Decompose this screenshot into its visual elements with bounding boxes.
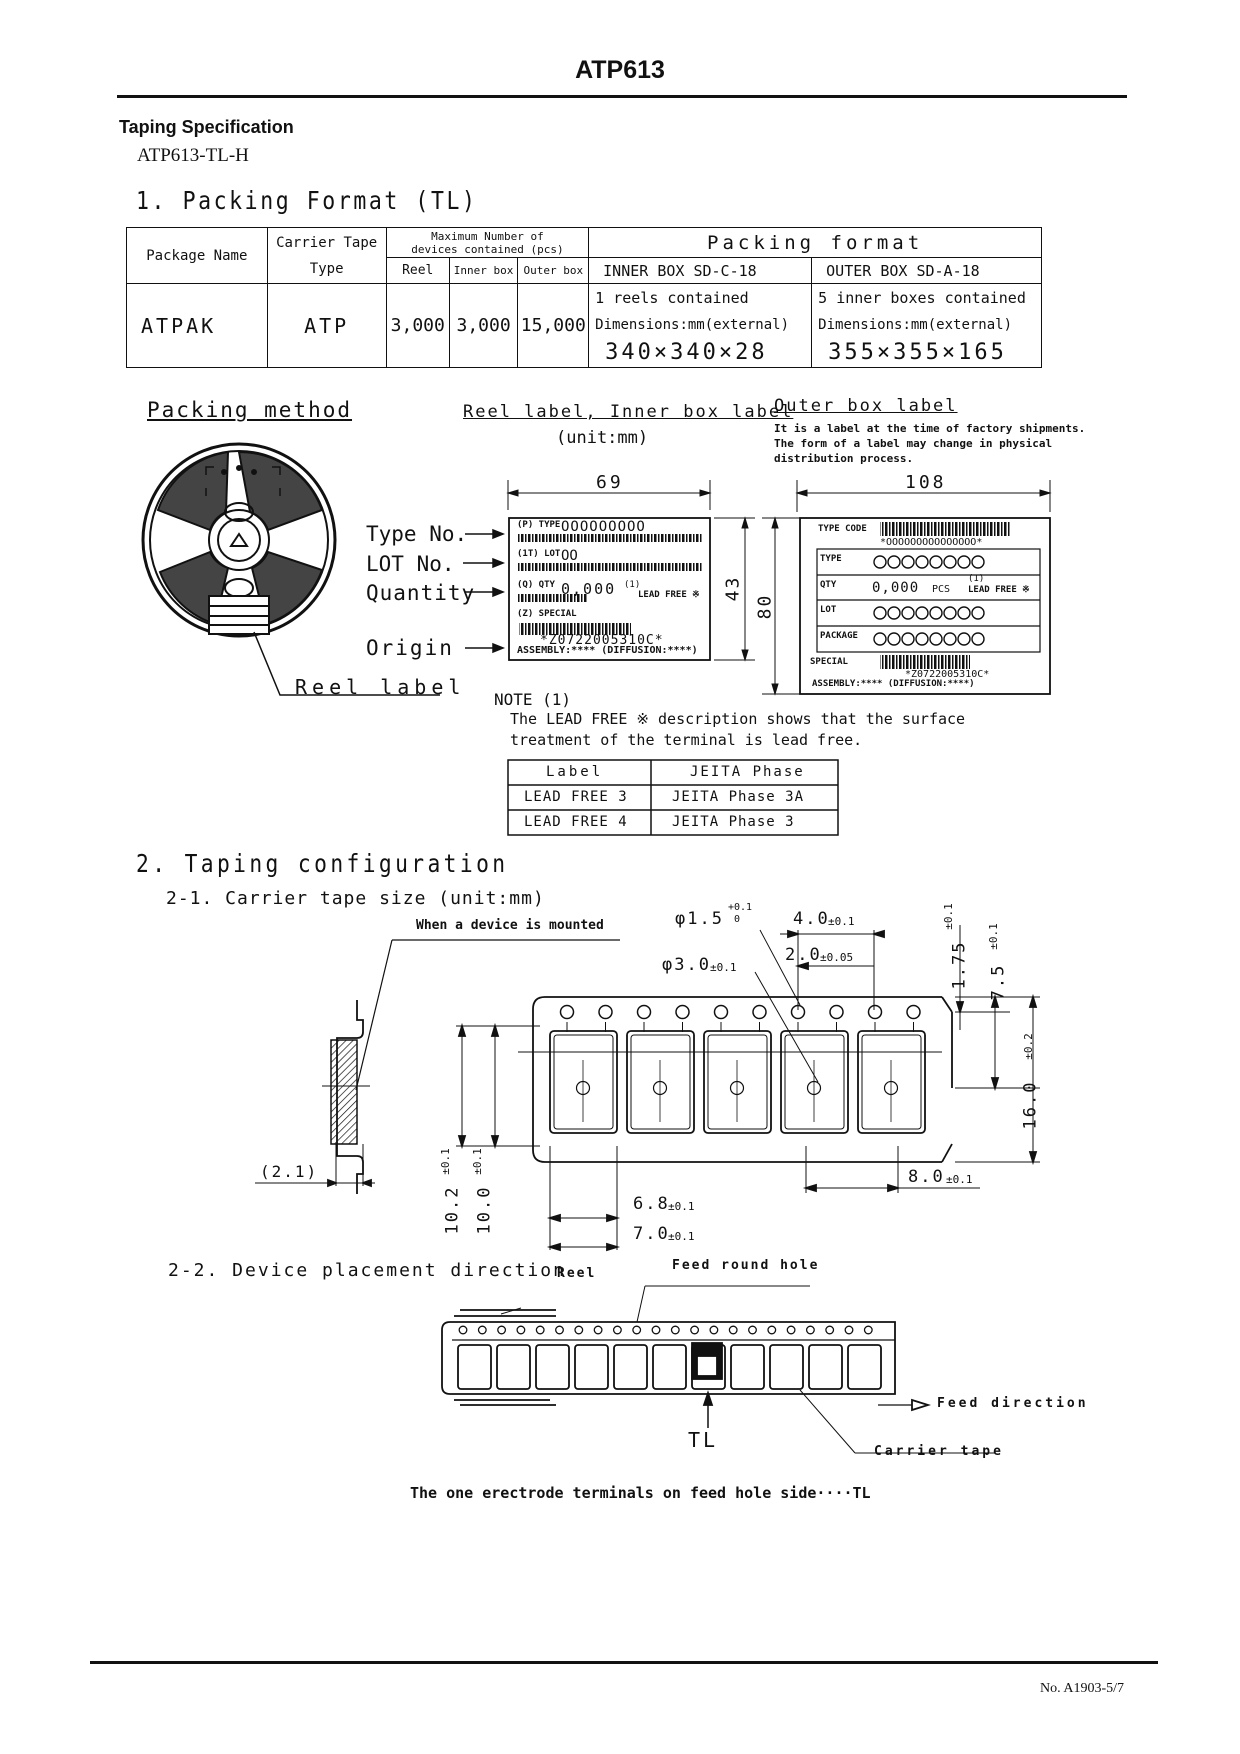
placement-feed-hole [768, 1326, 776, 1334]
rl-lot-field: (1T) LOT [517, 549, 561, 559]
ol-assembly: ASSEMBLY:**** (DIFFUSION:****) [812, 679, 975, 689]
col-outer-box: Outer box [518, 258, 589, 284]
label-origin: Origin [366, 636, 454, 660]
reel-label-height: 43 [722, 575, 744, 602]
feed-hole [907, 1006, 920, 1019]
placement-feed-hole [672, 1326, 680, 1334]
placement-pocket [809, 1345, 842, 1389]
outer-dim: 355×355×165 [828, 340, 1007, 365]
placement-pocket [614, 1345, 647, 1389]
rl-assembly: ASSEMBLY:**** (DIFFUSION:****) [517, 645, 698, 656]
placement-pocket [731, 1345, 764, 1389]
placement-pocket [497, 1345, 530, 1389]
dim-16: 16.0 [1020, 1080, 1041, 1130]
inner-box-code: INNER BOX SD-C-18 [589, 258, 812, 284]
rl-serial: *Z0722005310C* [540, 633, 664, 648]
placement-feed-hole [594, 1326, 602, 1334]
label-lot-no: LOT No. [366, 552, 455, 576]
dim-175-tol: ±0.1 [941, 903, 955, 930]
cell-reel: 3,000 [386, 284, 449, 368]
reel-label-outer-height: 80 [754, 593, 776, 620]
rl-qty-value: 0,000 [561, 580, 617, 598]
placement-feed-hole [459, 1326, 467, 1334]
placement-feed-hole [691, 1326, 699, 1334]
feed-hole [676, 1006, 689, 1019]
dim-175: 1.75 [949, 940, 970, 990]
ol-pcs: PCS [932, 584, 951, 595]
placement-feed-hole [479, 1326, 487, 1334]
placement-feed-hole [614, 1326, 622, 1334]
col-reel: Reel [386, 258, 449, 284]
cell-tape: ATP [267, 284, 386, 368]
col-package-name: Package Name [127, 228, 268, 284]
placement-drawing [442, 1286, 995, 1453]
ol-special: SPECIAL [810, 657, 848, 667]
outer-contained: 5 inner boxes contained [818, 289, 1026, 307]
page-title: ATP613 [575, 56, 665, 84]
placement-pocket [575, 1345, 608, 1389]
note-table-r2-label: LEAD FREE 4 [524, 814, 628, 830]
note-title: NOTE (1) [494, 690, 572, 709]
ol-lot: LOT [820, 605, 837, 615]
col-packing-format: Packing format [589, 228, 1042, 258]
placement-pocket [653, 1345, 686, 1389]
label-circle [972, 556, 984, 568]
part-number: ATP613-TL-H [137, 145, 249, 166]
cell-outer: 15,000 [518, 284, 589, 368]
dim-70-tol: ±0.1 [668, 1230, 695, 1243]
dim-75: 7.5 [988, 963, 1009, 1001]
rl-lead-free: LEAD FREE ※ [638, 590, 700, 600]
reel-label-heading: Reel label, Inner box label [463, 402, 794, 422]
note-line1: The LEAD FREE ※ description shows that the surface [510, 710, 966, 728]
placement-feed-hole [729, 1326, 737, 1334]
placement-pocket [536, 1345, 569, 1389]
rl-qty-field: (Q) QTY [517, 580, 555, 590]
placement-feed-direction: Feed direction [937, 1396, 1089, 1411]
placement-feed-hole [807, 1326, 815, 1334]
when-mounted: When a device is mounted [416, 918, 604, 933]
ol-qty-value: 0,000 [872, 580, 920, 596]
placement-pocket [770, 1345, 803, 1389]
dim-8: 8.0 [908, 1167, 945, 1187]
col-inner-box: Inner box [449, 258, 518, 284]
packing-method-heading: Packing method [147, 398, 353, 422]
col-carrier-tape-line1: Carrier Tape [276, 234, 378, 251]
outer-label-note1: It is a label at the time of factory shipments. [774, 422, 1086, 435]
dim-4-tol: ±0.1 [828, 915, 855, 928]
placement-device-body [697, 1356, 717, 1376]
ol-lead-free: LEAD FREE ※ [968, 585, 1030, 595]
placement-feed-hole [826, 1326, 834, 1334]
feed-hole [599, 1006, 612, 1019]
dim-hole-small-tol-top: +0.1 [728, 902, 753, 913]
reel-drawing [143, 444, 335, 636]
ol-serial: *Z0722005310C* [905, 669, 990, 680]
dim-102-tol: ±0.1 [438, 1148, 452, 1175]
label-reel-label: Reel label [295, 675, 466, 699]
placement-feed-hole [536, 1326, 544, 1334]
feed-hole [638, 1006, 651, 1019]
placement-feed-hole [652, 1326, 660, 1334]
packing-format-heading: 1. Packing Format (TL) [136, 186, 478, 215]
dim-hole-small: φ1.5 [675, 909, 724, 929]
placement-tl: TL [688, 1428, 719, 1452]
outer-label-width: 108 [905, 472, 947, 493]
dim-68-tol: ±0.1 [668, 1200, 695, 1213]
inner-dim-label: Dimensions:mm(external) [595, 317, 790, 333]
ol-type-code-value: *OOOOOOOOOOOOOOO* [880, 537, 983, 548]
cell-package: ATPAK [127, 284, 268, 368]
placement-feed-hole [498, 1326, 506, 1334]
dim-4: 4.0 [793, 909, 830, 929]
note-line2: treatment of the terminal is lead free. [510, 731, 863, 749]
rl-type-field: (P) TYPE [517, 520, 561, 530]
dim-2: 2.0 [785, 945, 822, 965]
dim-102: 10.2 [442, 1185, 463, 1235]
placement-reel: Reel [557, 1266, 597, 1281]
rl-qty-note: (1) [624, 580, 641, 590]
placement-feed-hole [749, 1326, 757, 1334]
taping-sub1: 2-1. Carrier tape size (unit:mm) [166, 888, 545, 909]
placement-feed-hole: Feed round hole [672, 1258, 820, 1273]
col-max-line1: Maximum Number of [431, 229, 544, 243]
outer-dim-label: Dimensions:mm(external) [818, 317, 1013, 333]
inner-dim: 340×340×28 [605, 340, 768, 365]
dim-hole-big-tol: ±0.1 [710, 961, 737, 974]
label-circle [972, 607, 984, 619]
feed-hole [830, 1006, 843, 1019]
ol-type-value [872, 552, 973, 571]
dim-16-tol: ±0.2 [1021, 1033, 1035, 1060]
ol-qty: QTY [820, 580, 837, 590]
feed-hole [561, 1006, 574, 1019]
rl-special-field: (Z) SPECIAL [517, 609, 577, 619]
dim-100-tol: ±0.1 [470, 1148, 484, 1175]
note-table-r1-label: LEAD FREE 3 [524, 789, 628, 805]
dim-70: 7.0 [633, 1224, 670, 1244]
feed-hole [869, 1006, 882, 1019]
placement-feed-hole [517, 1326, 525, 1334]
taping-heading: 2. Taping configuration [136, 849, 509, 878]
cell-inner: 3,000 [449, 284, 518, 368]
dim-75-tol: ±0.1 [986, 923, 1000, 950]
placement-feed-hole [575, 1326, 583, 1334]
note-table-r1-jeita: JEITA Phase 3A [672, 789, 805, 805]
outer-label-heading: Outer box label [774, 396, 958, 416]
rl-lot-value: OO [561, 548, 578, 564]
placement-pocket [458, 1345, 491, 1389]
ol-lot-value [872, 604, 973, 623]
placement-feed-hole [787, 1326, 795, 1334]
section-heading: Taping Specification [119, 117, 294, 137]
rl-type-value: OOOOOOOOO [561, 519, 646, 535]
dim-8-tol: ±0.1 [946, 1173, 973, 1186]
label-quantity: Quantity [366, 581, 476, 605]
placement-pocket [848, 1345, 881, 1389]
col-carrier-tape-line2: Type [309, 260, 344, 277]
ol-type-code: TYPE CODE [818, 524, 867, 534]
col-max-line2: devices contained (pcs) [411, 242, 564, 256]
inner-contained: 1 reels contained [595, 289, 749, 307]
ol-type: TYPE [820, 554, 842, 564]
dim-21: (2.1) [260, 1162, 319, 1181]
dim-2-tol: ±0.05 [820, 951, 854, 964]
placement-feed-hole [845, 1326, 853, 1334]
reel-label-width: 69 [596, 472, 624, 493]
outer-box-code: OUTER BOX SD-A-18 [812, 258, 1042, 284]
feed-hole [753, 1006, 766, 1019]
placement-carrier-tape: Carrier tape [874, 1444, 1004, 1459]
label-type-no: Type No. [366, 522, 468, 546]
ol-qty-note: (1) [968, 574, 985, 584]
note-table-header-label: Label [546, 764, 604, 780]
label-circle [972, 633, 984, 645]
placement-bottom-note: The one erectrode terminals on feed hole side····TL [410, 1484, 871, 1502]
outer-label-note2: The form of a label may change in physical [774, 437, 1053, 450]
dim-100: 10.0 [474, 1185, 495, 1235]
dim-hole-big: φ3.0 [662, 955, 711, 975]
footer-rule [90, 1661, 1158, 1664]
footer-doc-no: No. A1903-5/7 [1040, 1681, 1124, 1696]
placement-feed-hole [633, 1326, 641, 1334]
ol-package: PACKAGE [820, 631, 858, 641]
dim-hole-small-tol-bot: 0 [734, 914, 741, 925]
note-table-r2-jeita: JEITA Phase 3 [672, 814, 795, 830]
taping-sub2: 2-2. Device placement direction [168, 1260, 566, 1281]
dim-68: 6.8 [633, 1194, 670, 1214]
ol-package-value [872, 630, 973, 649]
feed-hole [715, 1006, 728, 1019]
outer-label-note3: distribution process. [774, 452, 914, 465]
placement-feed-hole [710, 1326, 718, 1334]
reel-label-unit: (unit:mm) [556, 428, 649, 448]
note-table-header-jeita: JEITA Phase [690, 764, 805, 780]
placement-feed-hole [865, 1326, 873, 1334]
placement-feed-hole [556, 1326, 564, 1334]
